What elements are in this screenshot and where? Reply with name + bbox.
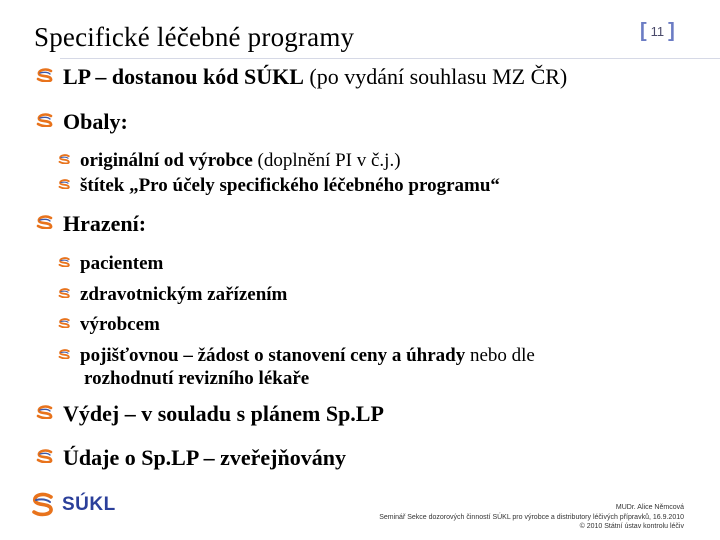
footer-author: MUDr. Alice Němcová <box>615 504 684 511</box>
bullet-item-vydej <box>36 401 384 427</box>
hrazeni-sub-4-bold: pojišťovnou – žádost o stanovení ceny a úhrady <box>80 345 466 366</box>
obaly-sub-1-bold: originální od výrobce <box>80 150 253 171</box>
bullet-item-lp <box>36 64 567 90</box>
bullet-subitem-hrazeni-1 <box>58 253 163 275</box>
swoosh-bullet-icon <box>36 113 54 127</box>
page-number-value: 11 <box>650 24 665 39</box>
bullet-item-obaly <box>36 109 128 135</box>
lp-bold-text: LP – dostanou kód SÚKL <box>63 64 304 89</box>
swoosh-bullet-icon <box>58 349 71 359</box>
title-divider <box>60 58 720 59</box>
lp-rest-text: (po vydání souhlasu MZ ČR) <box>303 64 568 89</box>
obaly-text: Obaly: <box>63 109 128 134</box>
swoosh-bullet-icon <box>36 449 54 463</box>
swoosh-bullet-icon <box>58 257 71 267</box>
swoosh-bullet-icon <box>58 318 71 328</box>
sukl-swoosh-icon <box>30 492 56 518</box>
swoosh-bullet-icon <box>36 405 54 419</box>
obaly-sub-2-bold: štítek „Pro účely specifického léčebného programu“ <box>80 175 500 196</box>
vydej-text: Výdej – v souladu s plánem Sp.LP <box>63 401 384 426</box>
bullet-subitem-obaly-1 <box>58 150 401 172</box>
bullet-subitem-obaly-2 <box>58 175 500 197</box>
hrazeni-sub-3: výrobcem <box>80 314 160 335</box>
swoosh-bullet-icon <box>36 68 54 82</box>
page-number <box>640 20 675 43</box>
obaly-sub-1-rest: (doplnění PI v č.j.) <box>252 150 401 171</box>
hrazeni-sub-4-continuation: rozhodnutí revizního lékaře <box>84 368 310 389</box>
bullet-subitem-hrazeni-3 <box>58 314 160 336</box>
page-bracket-right: ] <box>668 20 675 42</box>
hrazeni-text: Hrazení: <box>63 211 147 236</box>
sukl-logo <box>30 492 116 518</box>
footer-credits <box>379 503 684 532</box>
swoosh-bullet-icon <box>58 179 71 189</box>
swoosh-bullet-icon <box>58 154 71 164</box>
bullet-item-hrazeni <box>36 211 146 237</box>
bullet-subitem-hrazeni-2 <box>58 284 287 306</box>
bullet-item-udaje <box>36 445 346 471</box>
footer-copyright: © 2010 Státní ústav kontrolu léčiv <box>579 523 684 530</box>
udaje-text: Údaje o Sp.LP – zveřejňovány <box>63 445 346 470</box>
slide-title: Specifické léčebné programy <box>34 22 355 52</box>
bullet-subitem-hrazeni-4 <box>58 345 535 367</box>
page-bracket-left: [ <box>640 20 647 42</box>
hrazeni-sub-1: pacientem <box>80 253 164 274</box>
logo-text: SÚKL <box>62 494 116 515</box>
swoosh-bullet-icon <box>58 288 71 298</box>
footer-seminar: Seminář Sekce dozorových činností SÚKL pro výrobce a distributory léčivých přípravků, 16.9.2010 <box>379 513 684 521</box>
hrazeni-sub-2: zdravotnickým zařízením <box>80 284 288 305</box>
swoosh-bullet-icon <box>36 215 54 229</box>
hrazeni-sub-4-rest: nebo dle <box>465 345 535 366</box>
